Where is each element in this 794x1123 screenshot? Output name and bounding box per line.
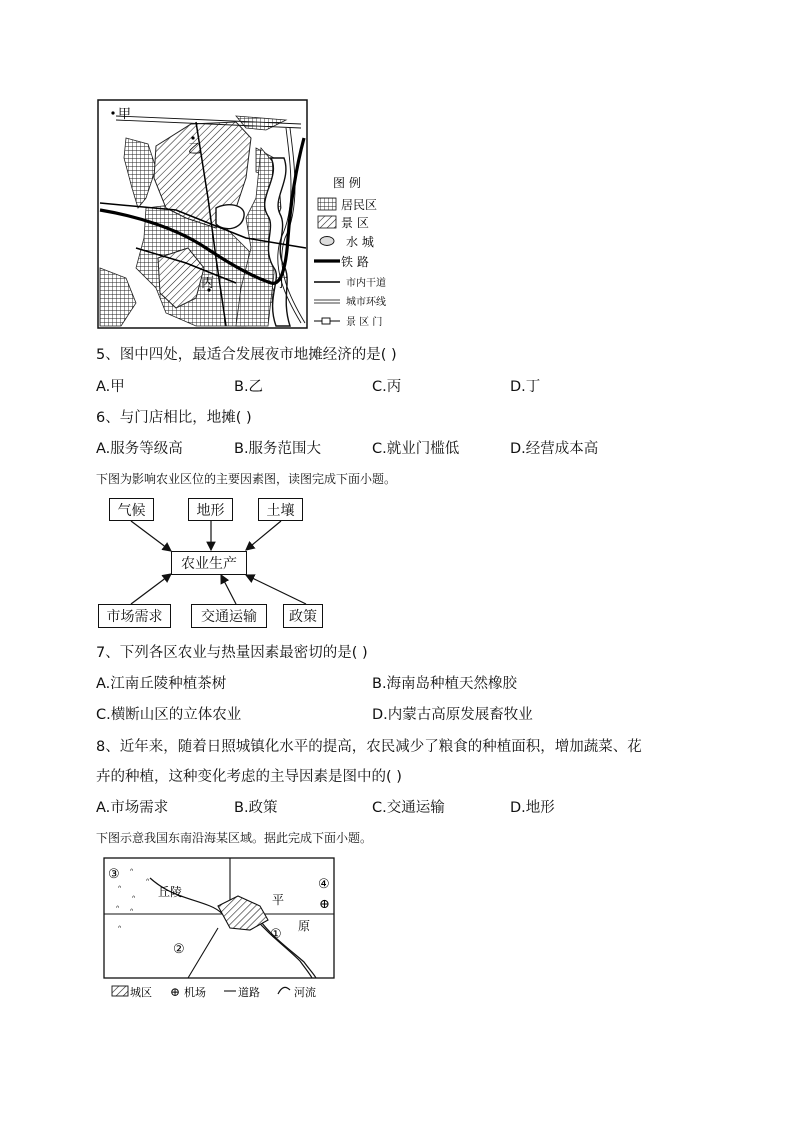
- legend-label: 居民区: [341, 198, 378, 212]
- question-8-line2: 卉的种植，这种变化考虑的主导因素是图中的( ): [96, 769, 402, 785]
- label-hill: 丘陵: [158, 885, 183, 899]
- scenic-hatch-icon: [318, 216, 336, 228]
- coastal-region-map: [100, 856, 340, 1002]
- intro-diagram: 下图为影响农业区位的主要因素图，读图完成下面小题。: [96, 472, 397, 486]
- svg-text:ᐢ: ᐢ: [130, 867, 134, 876]
- q5-option-a[interactable]: A.甲: [96, 379, 125, 395]
- q7-option-d[interactable]: D.内蒙古高原发展畜牧业: [372, 707, 533, 723]
- question-5: 5、图中四处，最适合发展夜市地摊经济的是( ): [96, 347, 397, 363]
- q7-option-c[interactable]: C.横断山区的立体农业: [96, 707, 242, 723]
- marker-2: ②: [173, 942, 185, 957]
- label-plain-1: 平: [272, 893, 285, 907]
- svg-text:ᐢ: ᐢ: [118, 884, 122, 893]
- factor-transport-box: 交通运输: [191, 604, 267, 628]
- q6-option-d[interactable]: D.经营成本高: [510, 441, 599, 457]
- label-yi: 乙: [188, 142, 202, 157]
- lake-water: [216, 205, 244, 229]
- svg-text:ᐢ: ᐢ: [116, 904, 120, 913]
- q8-option-a[interactable]: A.市场需求: [96, 800, 169, 816]
- factor-soil-box: 土壤: [258, 498, 303, 521]
- question-6: 6、与门店相比，地摊( ): [96, 410, 252, 426]
- factor-policy-box: 政策: [283, 604, 323, 628]
- factor-climate-box: 气候: [109, 498, 154, 521]
- legend-label: 河流: [294, 986, 316, 999]
- q5-option-d[interactable]: D.丁: [510, 379, 541, 395]
- city-map-svg: [96, 98, 416, 330]
- urban-area-hatch-icon: [112, 986, 128, 996]
- coastal-map-svg: [100, 856, 340, 1002]
- svg-text:ᐢ: ᐢ: [118, 924, 122, 933]
- label-bing: 丙: [201, 276, 215, 291]
- q7-option-a[interactable]: A.江南丘陵种植茶树: [96, 676, 227, 692]
- label-ding: 丁: [275, 276, 289, 291]
- q8-option-c[interactable]: C.交通运输: [372, 800, 445, 816]
- intro-coastal-map: 下图示意我国东南沿海某区域。据此完成下面小题。: [96, 831, 373, 845]
- marker-4: ④: [318, 877, 330, 892]
- factor-market-box: 市场需求: [98, 604, 171, 628]
- q6-option-c[interactable]: C.就业门槛低: [372, 441, 460, 457]
- arrow: [131, 521, 171, 551]
- legend-label: 铁 路: [341, 255, 369, 269]
- legend-label: 景 区: [341, 216, 369, 230]
- legend-label: 道路: [238, 986, 260, 999]
- legend-label: 水 城: [346, 235, 374, 249]
- marker-1: ①: [270, 927, 282, 942]
- question-7: 7、下列各区农业与热量因素最密切的是( ): [96, 645, 368, 661]
- q8-option-d[interactable]: D.地形: [510, 800, 555, 816]
- svg-text:ᐢ: ᐢ: [132, 894, 136, 903]
- factor-terrain-box: 地形: [188, 498, 233, 521]
- city-map-figure: [96, 98, 416, 330]
- label-plain-2: 原: [298, 919, 311, 933]
- agriculture-factors-diagram: [96, 496, 336, 630]
- arrow: [246, 575, 306, 604]
- q5-option-c[interactable]: C.丙: [372, 379, 402, 395]
- q5-option-b[interactable]: B.乙: [234, 379, 264, 395]
- q6-option-b[interactable]: B.服务范围大: [234, 441, 322, 457]
- agriculture-production-box: 农业生产: [171, 551, 247, 575]
- legend-label: 机场: [184, 986, 206, 999]
- airport-icon: ⊕: [319, 897, 330, 912]
- marker-3: ③: [108, 867, 120, 882]
- legend-title: 图 例: [333, 176, 361, 190]
- q8-option-b[interactable]: B.政策: [234, 800, 278, 816]
- residential-grid-icon: [318, 198, 336, 210]
- legend-label: 城区: [130, 986, 152, 999]
- airport-icon: ⊕: [170, 985, 181, 999]
- arrow: [221, 575, 236, 604]
- q7-option-b[interactable]: B.海南岛种植天然橡胶: [372, 676, 518, 692]
- svg-text:ᐢ: ᐢ: [130, 907, 134, 916]
- water-ellipse-icon: [320, 237, 334, 246]
- legend-label: 城市环线: [346, 297, 386, 308]
- legend-label: 景 区 门: [346, 317, 383, 328]
- q6-option-a[interactable]: A.服务等级高: [96, 441, 183, 457]
- label-jia: 甲: [118, 107, 132, 122]
- arrow: [131, 574, 171, 604]
- svg-text:ᐢ: ᐢ: [146, 877, 150, 886]
- arrow: [246, 521, 281, 550]
- question-8-line1: 8、近年来，随着日照城镇化水平的提高，农民减少了粮食的种植面积，增加蔬菜、花: [96, 739, 642, 755]
- river-icon: [278, 987, 290, 994]
- legend-label: 市内干道: [346, 278, 386, 289]
